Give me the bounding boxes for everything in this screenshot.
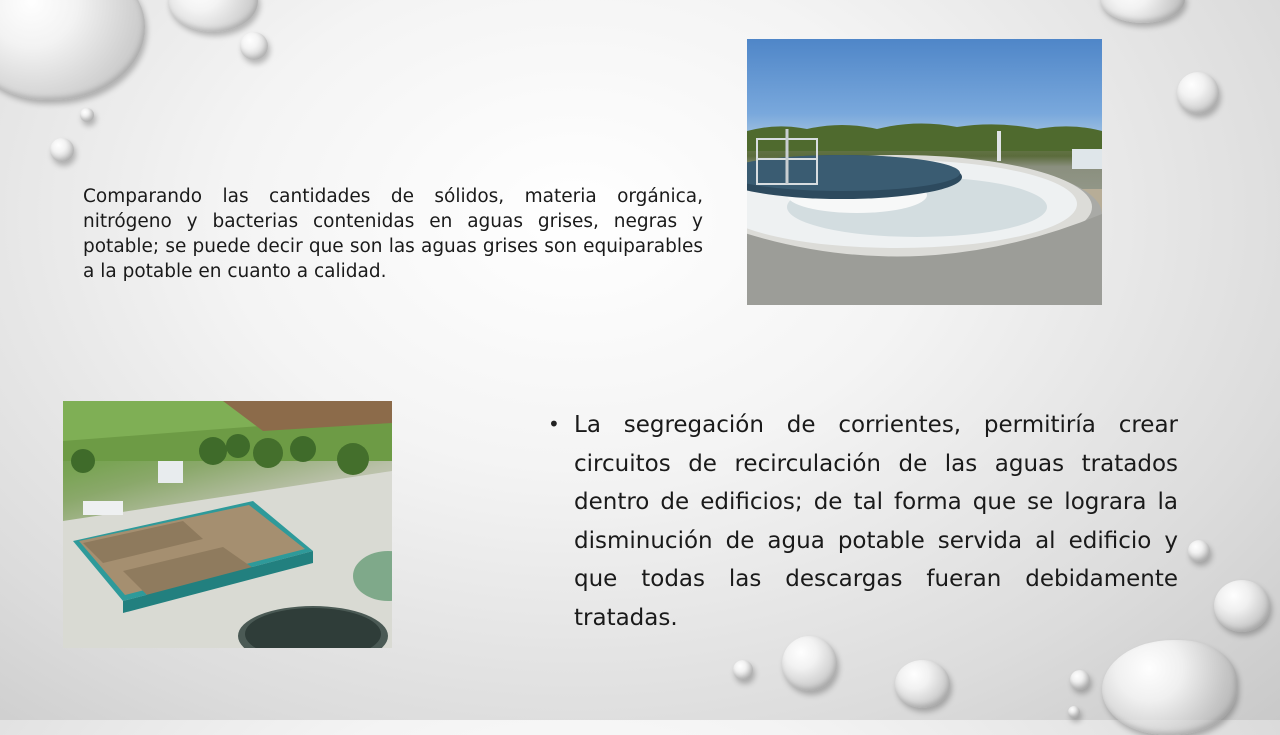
- wastewater-clarifier-photo: [747, 39, 1102, 305]
- water-drop-icon: [895, 660, 950, 708]
- water-drop-icon: [782, 636, 837, 691]
- bullet-marker: •: [548, 412, 560, 436]
- water-drop-icon: [80, 108, 94, 122]
- clarifier-illustration: [747, 39, 1102, 305]
- top-paragraph: Comparando las cantidades de sólidos, materia orgánica, nitrógeno y bacterias contenidas en aguas grises, negras y potable; se puede decir que son las aguas grises son equiparables a la potable en cuanto a calidad.: [83, 186, 703, 282]
- water-drop-icon: [240, 32, 268, 60]
- plant-illustration: [63, 401, 392, 648]
- water-drop-icon: [1070, 670, 1090, 690]
- water-drop-icon: [1068, 706, 1080, 718]
- bullet-paragraph: La segregación de corrientes, permitiría crear circuitos de recirculación de las aguas tratados dentro de edificios; de tal forma que se lograra la disminución de agua potable servida al edificio y que todas las descargas fueran debidamente tratadas.: [574, 412, 1178, 631]
- bullet-point: [548, 406, 1178, 637]
- water-drop-icon: [1214, 580, 1270, 632]
- water-drop-icon: [1102, 640, 1237, 735]
- water-drop-icon: [1188, 540, 1210, 562]
- water-drop-icon: [1177, 72, 1219, 114]
- water-drop-icon: [168, 0, 258, 32]
- water-drop-icon: [733, 660, 753, 680]
- water-drop-icon: [0, 0, 145, 100]
- water-drop-icon: [50, 138, 74, 162]
- water-drop-icon: [1100, 0, 1185, 23]
- treatment-plant-aerial-photo: [63, 401, 392, 648]
